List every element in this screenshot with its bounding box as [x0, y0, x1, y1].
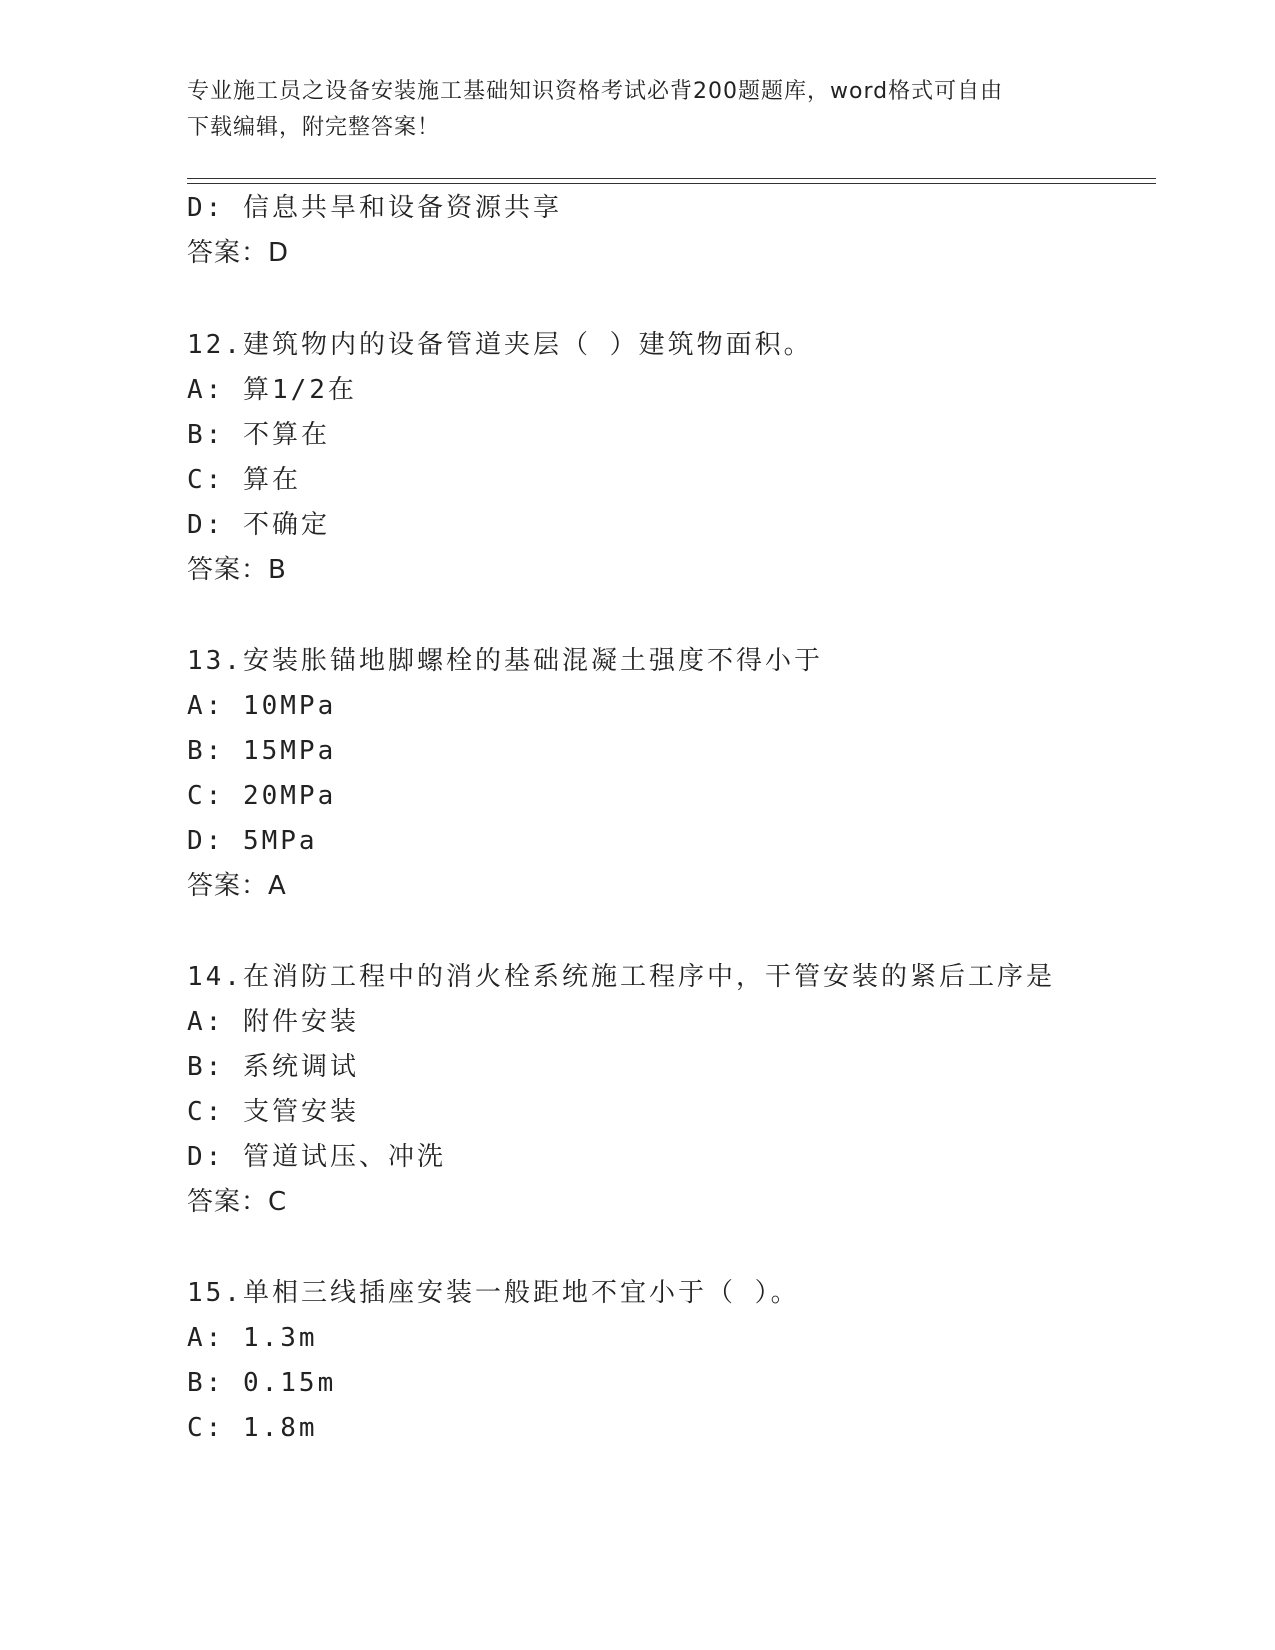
q11-option-d: D: 信息共旱和设备资源共享	[187, 193, 562, 223]
q13-answer: 答案：A	[187, 871, 287, 901]
q15-option-b: B: 0.15m	[187, 1368, 337, 1398]
header-line-2: 下载编辑，附完整答案！	[187, 115, 441, 140]
q14-answer: 答案：C	[187, 1187, 288, 1217]
header-divider-bottom	[187, 183, 1156, 184]
q13-option-b: B: 15MPa	[187, 736, 337, 766]
q14-option-d: D: 管道试压、冲洗	[187, 1142, 446, 1172]
q14-option-c: C: 支管安装	[187, 1097, 359, 1127]
q13-option-a: A: 10MPa	[187, 691, 337, 721]
q12-answer: 答案：B	[187, 555, 287, 585]
q12-option-d: D: 不确定	[187, 510, 330, 540]
q11-answer: 答案：D	[187, 238, 290, 268]
q13-question: 13.安装胀锚地脚螺栓的基础混凝土强度不得小于	[187, 646, 823, 676]
header-divider-top	[187, 178, 1156, 179]
q15-option-a: A: 1.3m	[187, 1323, 318, 1353]
q12-option-c: C: 算在	[187, 465, 301, 495]
q14-question: 14.在消防工程中的消火栓系统施工程序中，干管安装的紧后工序是	[187, 962, 1055, 992]
q12-option-b: B: 不算在	[187, 420, 330, 450]
q15-option-c: C: 1.8m	[187, 1413, 318, 1443]
q14-option-a: A: 附件安装	[187, 1007, 359, 1037]
q13-option-d: D: 5MPa	[187, 826, 318, 856]
document-header	[187, 74, 1087, 146]
q12-question: 12.建筑物内的设备管道夹层（ ）建筑物面积。	[187, 330, 813, 360]
q15-question: 15.单相三线插座安装一般距地不宜小于（ ）。	[187, 1278, 800, 1308]
q12-option-a: A: 算1/2在	[187, 375, 357, 405]
q14-option-b: B: 系统调试	[187, 1052, 359, 1082]
header-line-1: 专业施工员之设备安装施工基础知识资格考试必背200题题库，word格式可自由	[187, 79, 1004, 104]
q13-option-c: C: 20MPa	[187, 781, 337, 811]
